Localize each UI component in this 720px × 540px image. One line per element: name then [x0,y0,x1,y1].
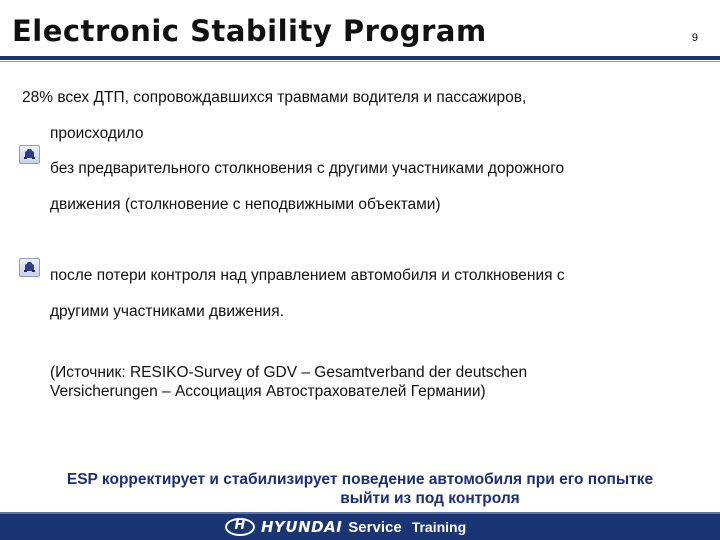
title-divider-shadow [0,61,720,62]
bullet-2-line-2: другими участниками движения. [50,303,284,320]
page-title: Electronic Stability Program [12,14,487,48]
conclusion-line-1: ESP корректирует и стабилизирует поведение автомобиля при его попытке [66,471,654,488]
car-icon [19,258,40,277]
page-number: 9 [691,32,698,44]
bullet-2-line-1: после потери контроля над управлением автомобиля и столкновения с [50,267,565,284]
footer-bar [0,512,720,540]
source-line-1: (Источник: RESIKO-Survey of GDV – Gesamtverband der deutschen [50,364,528,381]
car-icon [19,145,40,164]
footer-brand: HYUNDAI [261,518,343,536]
intro-line: 28% всех ДТП, сопровождавшихся травмами водителя и пассажиров, [22,89,527,106]
intro-line-continued: происходило [50,125,144,142]
bullet-1-line-1: без предварительного столкновения с другими участниками дорожного [50,160,565,177]
footer-service: Service [348,518,402,536]
title-divider [0,56,720,60]
hyundai-logo-icon [225,518,255,536]
bullet-1-line-2: движения (столкновение с неподвижными объектами) [50,196,441,213]
footer-branding [225,517,466,537]
conclusion-line-2: выйти из под контроля [340,490,520,507]
source-line-2: Versicherungen – Ассоциация Автостраховатeлей Германии) [50,383,486,400]
footer-training: Training [411,519,467,535]
